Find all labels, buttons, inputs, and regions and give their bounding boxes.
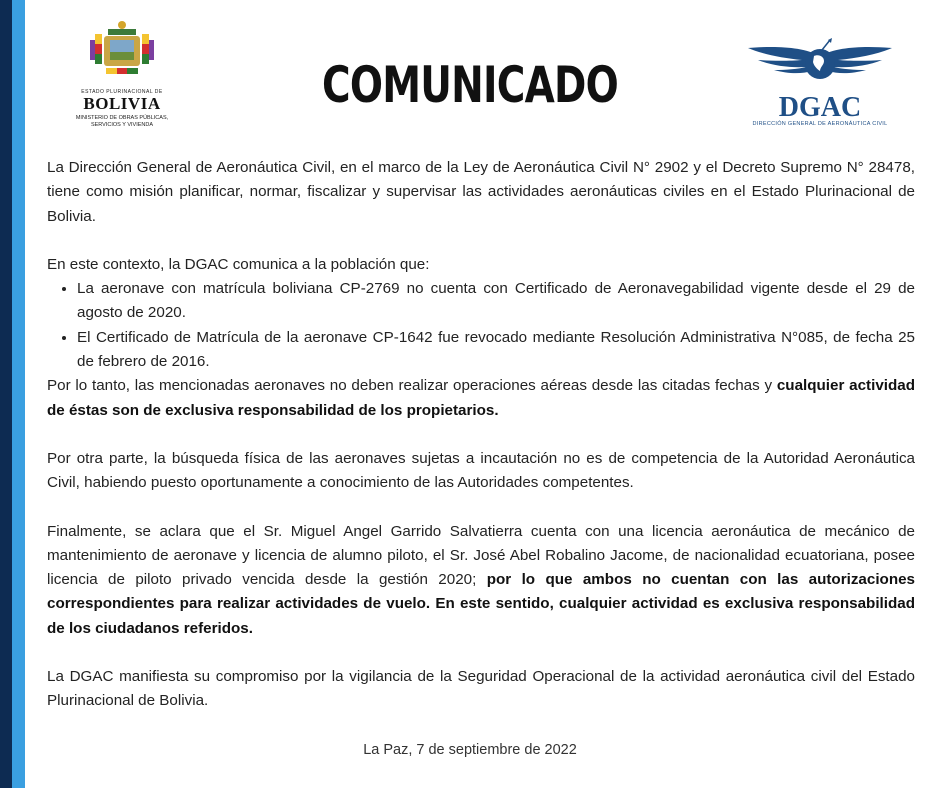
winged-emblem-icon — [742, 34, 898, 90]
paragraph-mission: La Dirección General de Aeronáutica Civil, en el marco de la Ley de Aeronáutica Civil N° 2902 y el Decreto Supremo N° 28478, tiene como misión planificar, normar, fiscalizar y supervisar las actividades aeronáuticas civiles en el Estado Plurinacional de Bolivia. — [47, 159, 915, 225]
page-title: COMUNICADO — [322, 56, 618, 114]
clarification-bold-text: por lo que ambos no cuentan con las autorizaciones correspondientes para realizar actividades de vuelo. En este sentido, cualquier actividad es exclusiva responsabilidad de los ciudadanos referidos. — [47, 571, 915, 637]
conclusion-bold-text: cualquier actividad de éstas son de exclusiva responsabilidad de los propietarios. — [47, 377, 915, 419]
left-stripe-light — [12, 0, 25, 788]
state-label: ESTADO PLURINACIONAL DE — [81, 89, 163, 95]
conclusion-text: Por lo tanto, las mencionadas aeronaves no deben realizar operaciones aéreas desde las citadas fechas y — [47, 377, 777, 395]
dgac-full-name: DIRECCIÓN GENERAL DE AERONÁUTICA CIVIL — [752, 121, 888, 127]
ministry-line-1: MINISTERIO DE OBRAS PÚBLICAS, — [75, 115, 169, 121]
country-name: BOLIVIA — [83, 94, 161, 113]
paragraph-intro: En este contexto, la DGAC comunica a la población que: — [47, 255, 430, 273]
place-date: La Paz, 7 de septiembre de 2022 — [363, 742, 577, 758]
ministry-line-2: SERVICIOS Y VIVIENDA — [90, 122, 154, 128]
clarification-text: Finalmente, se aclara que el Sr. Miguel Angel Garrido Salvatierra cuenta con una licencia aeronáutica de mecánico de mantenimiento de aeronave y licencia de alumno piloto, el Sr. José Abel Robalino Jacome, de nacionalidad ecuatoriana, posee licencia de piloto privado vencida desde la gestión 2020; — [47, 522, 915, 589]
list-item: • El Certificado de Matrícula de la aeronave CP-1642 fue revocado mediante Resolución Administrativa N°085, de fecha 25 de febrero de 2016. — [77, 326, 915, 375]
paragraph-conclusion — [47, 374, 915, 423]
dgac-abbreviation: DGAC — [778, 92, 862, 123]
list-item: • La aeronave con matrícula boliviana CP-2769 no cuenta con Certificado de Aeronavegabilidad vigente desde el 29 de agosto de 2020. — [77, 277, 915, 326]
bullet-list — [47, 277, 915, 374]
paragraph-clarification — [47, 520, 915, 641]
left-stripe-dark — [0, 0, 12, 788]
paragraph-commitment: La DGAC manifiesta su compromiso por la vigilancia de la Seguridad Operacional de la actividad aeronáutica civil del Estado Plurinacional de Bolivia. — [47, 668, 915, 710]
paragraph-search: Por otra parte, la búsqueda física de las aeronaves sujetas a incautación no es de competencia de la Autoridad Aeronáutica Civil, habiendo puesto oportunamente a conocimiento de las Autoridades competentes. — [47, 449, 915, 492]
coat-of-arms-icon — [90, 18, 154, 82]
communique-body — [47, 156, 915, 714]
bolivia-ministry-logo — [66, 18, 178, 138]
dgac-logo — [742, 34, 898, 127]
